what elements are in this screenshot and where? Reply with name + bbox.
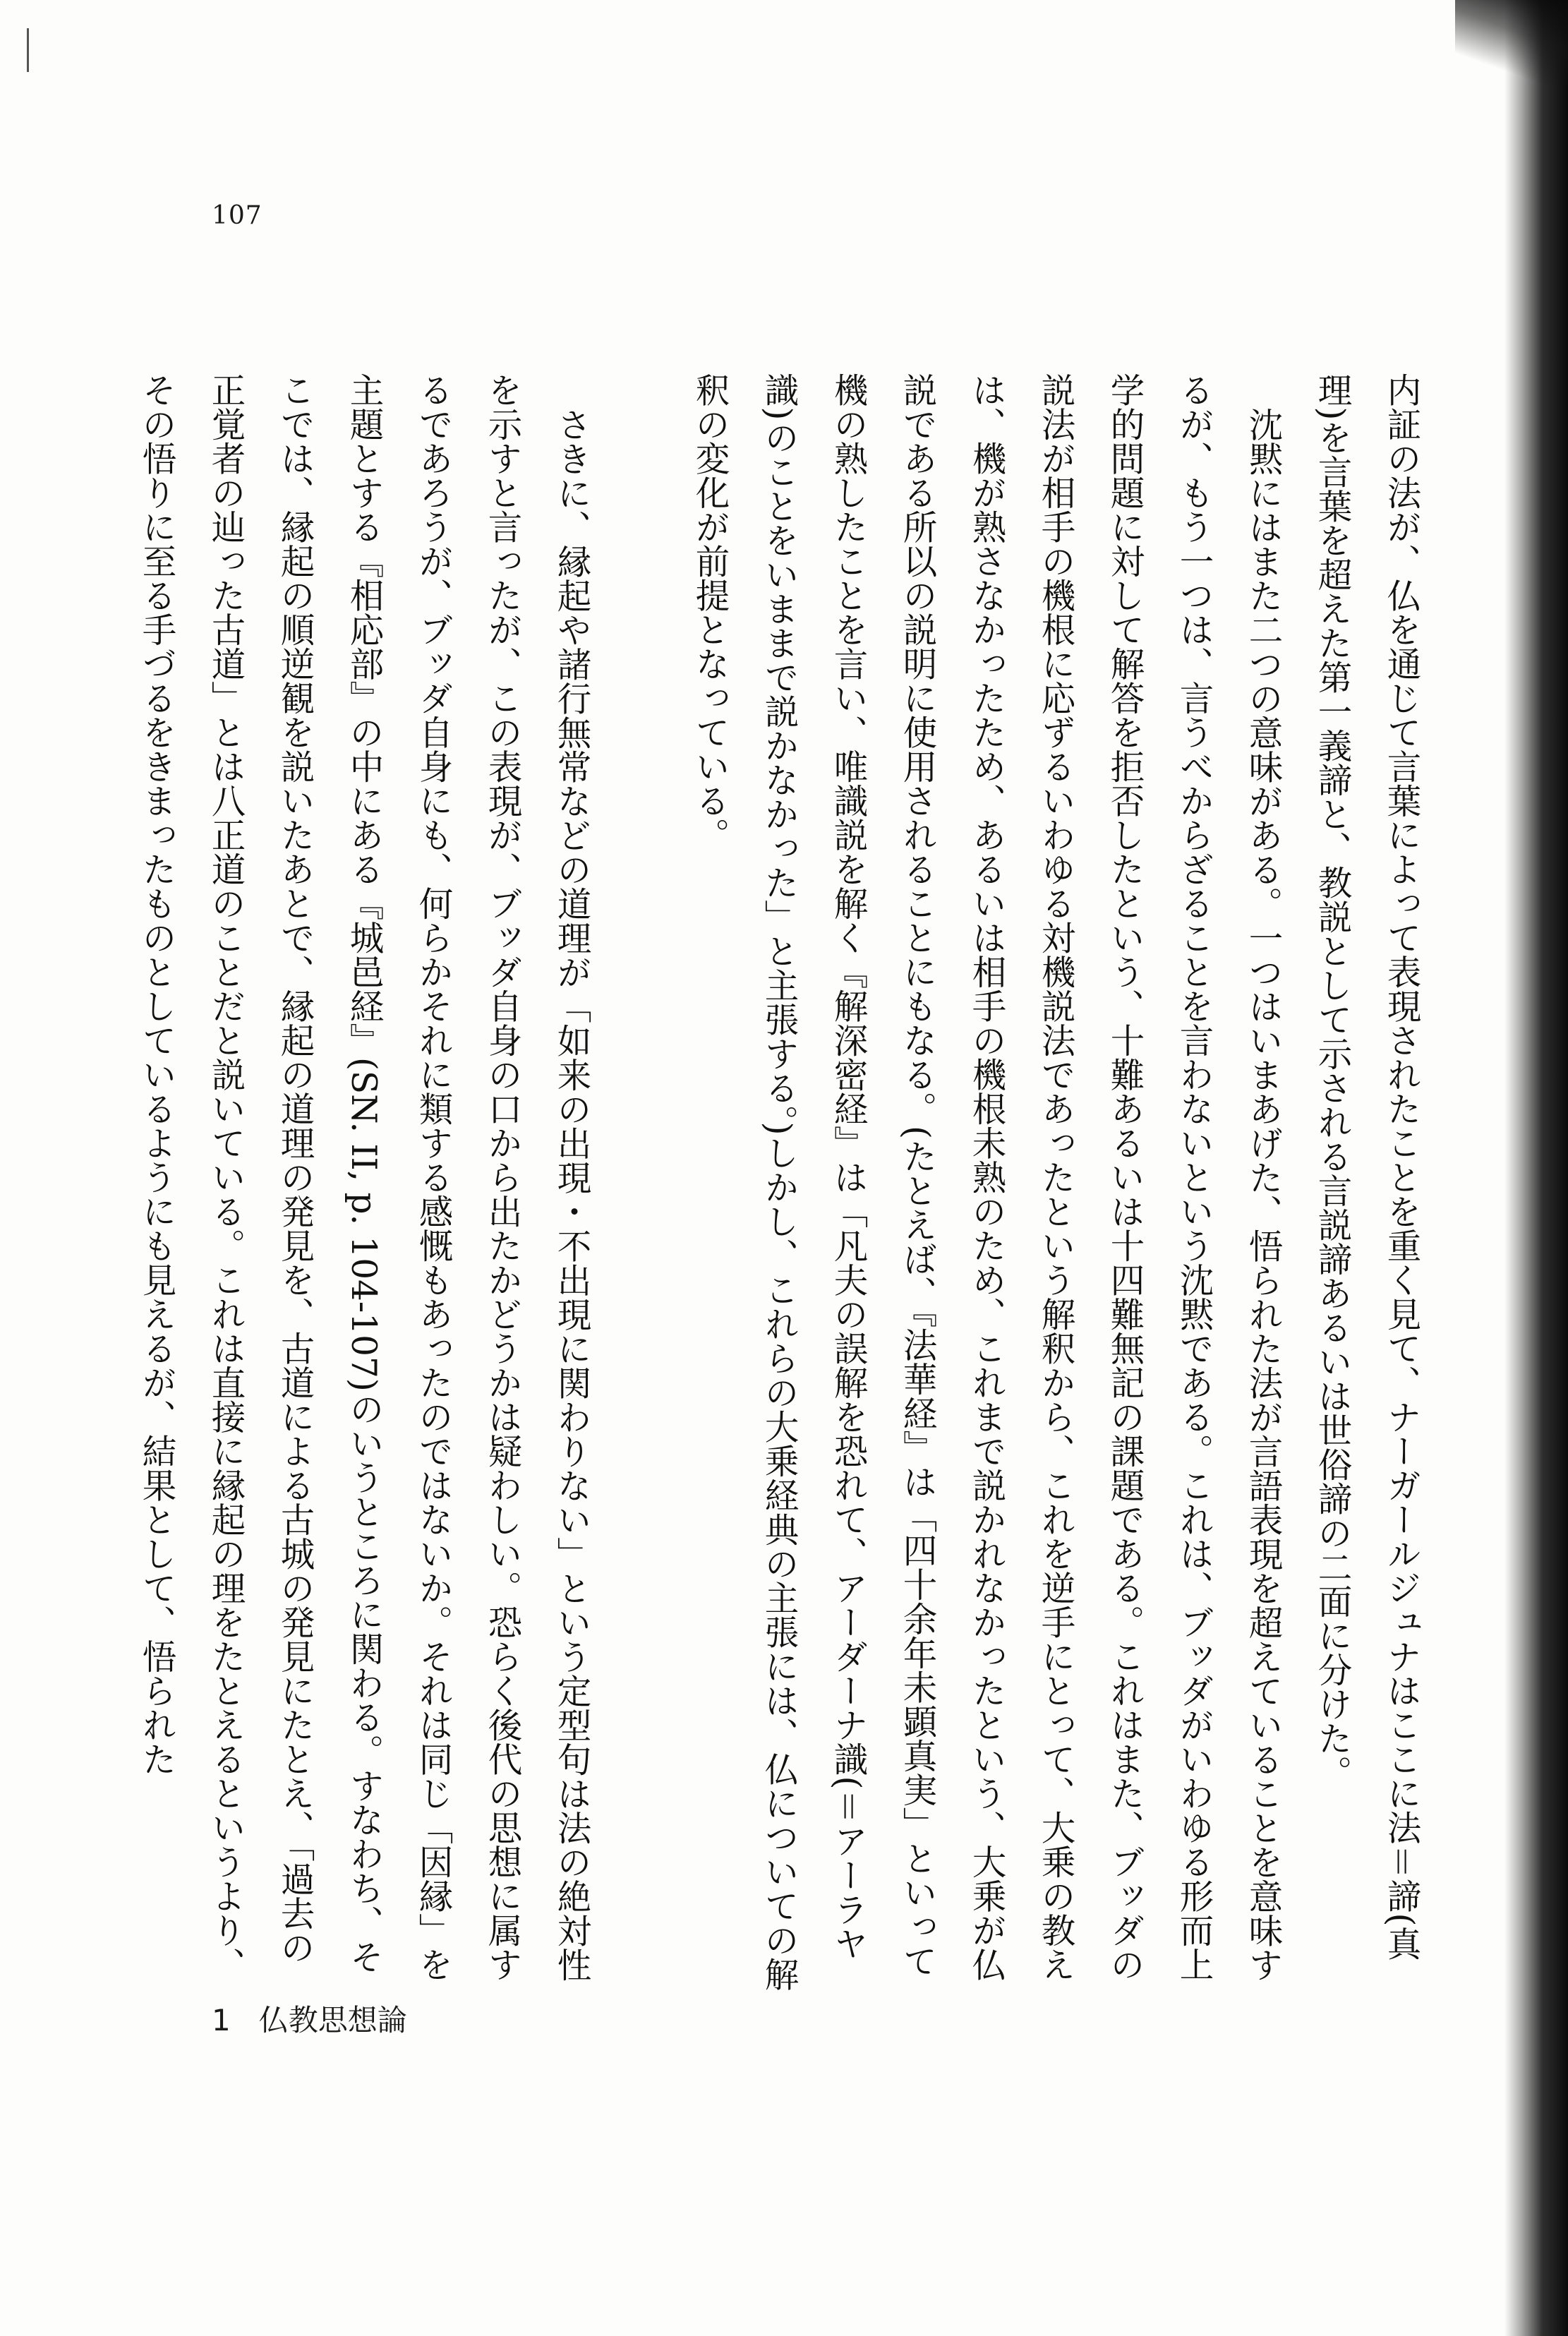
scan-shadow-edge: [1504, 0, 1568, 2336]
margin-mark: [27, 28, 29, 72]
vertical-text-body: [136, 373, 1435, 1996]
paragraph-1: 内証の法が、仏を通じて言葉によって表現されたことを重く見て、ナーガールジュナはここに法＝諦(真理)を言葉を超えた第一義諦と、教説として示される言説諦あるいは世俗諦の二面に分けた。: [1312, 373, 1421, 1961]
paragraph-2: 沈黙にはまた二つの意味がある。一つはいまあげた、悟られた法が言語表現を超えていることを意味するが、もう一つは、言うべからざることを言わないという沈黙である。これは、ブッダがいわゆる形而上学的問題に対して解答を拒否したという、十難あるいは十四難無記の課題である。これはまた、ブッダの説法が相手の機根に応ずるいわゆる対機説法であったという解釈から、これを逆手にとって、大乗の教えは、機が熟さなかったため、あるいは相手の機根未熟のため、これまで説かれなかったという、大乗が仏説である所以の説明に使用されることにもなる。(たとえば、『法華経』は「四十余年未顕真実」といって機の熟したことを言い、唯識説を解く『解深密経』は「凡夫の誤解を恐れて、アーダーナ識(＝アーラヤ識)のことをいままで説かなかった」と主張する。)しかし、これらの大乗経典の主張には、仏についての解釈の変化が前提となっている。: [689, 373, 1282, 1992]
running-footer: [212, 1997, 407, 2040]
scan-shadow-corner: [1455, 0, 1568, 85]
paragraph-3: さきに、縁起や諸行無常などの道理が「如来の出現・不出現に関わりない」という定型句は法の絶対性を示すと言ったが、この表現が、ブッダ自身の口から出たかどうかは疑わしい。恐らく後代の思想に属するであろうが、ブッダ自身にも、何らかそれに類する感慨もあったのではないか。それは同じ「因縁」を主題とする『相応部』の中にある『城邑経』(SN. II, p. 104-107)のいうところに関わる。すなわち、そこでは、縁起の順逆観を説いたあとで、縁起の道理の発見を、古道による古城の発見にたとえ、「過去の正覚者の辿った古道」とは八正道のことだと説いている。これは直接に縁起の理をたとえるというより、その悟りに至る手づるをきまったものとしているようにも見えるが、結果として、悟られた: [136, 373, 591, 1982]
chapter-number: 1: [212, 2003, 231, 2037]
chapter-title: 仏教思想論: [258, 2003, 407, 2037]
page-number: 107: [212, 201, 263, 230]
